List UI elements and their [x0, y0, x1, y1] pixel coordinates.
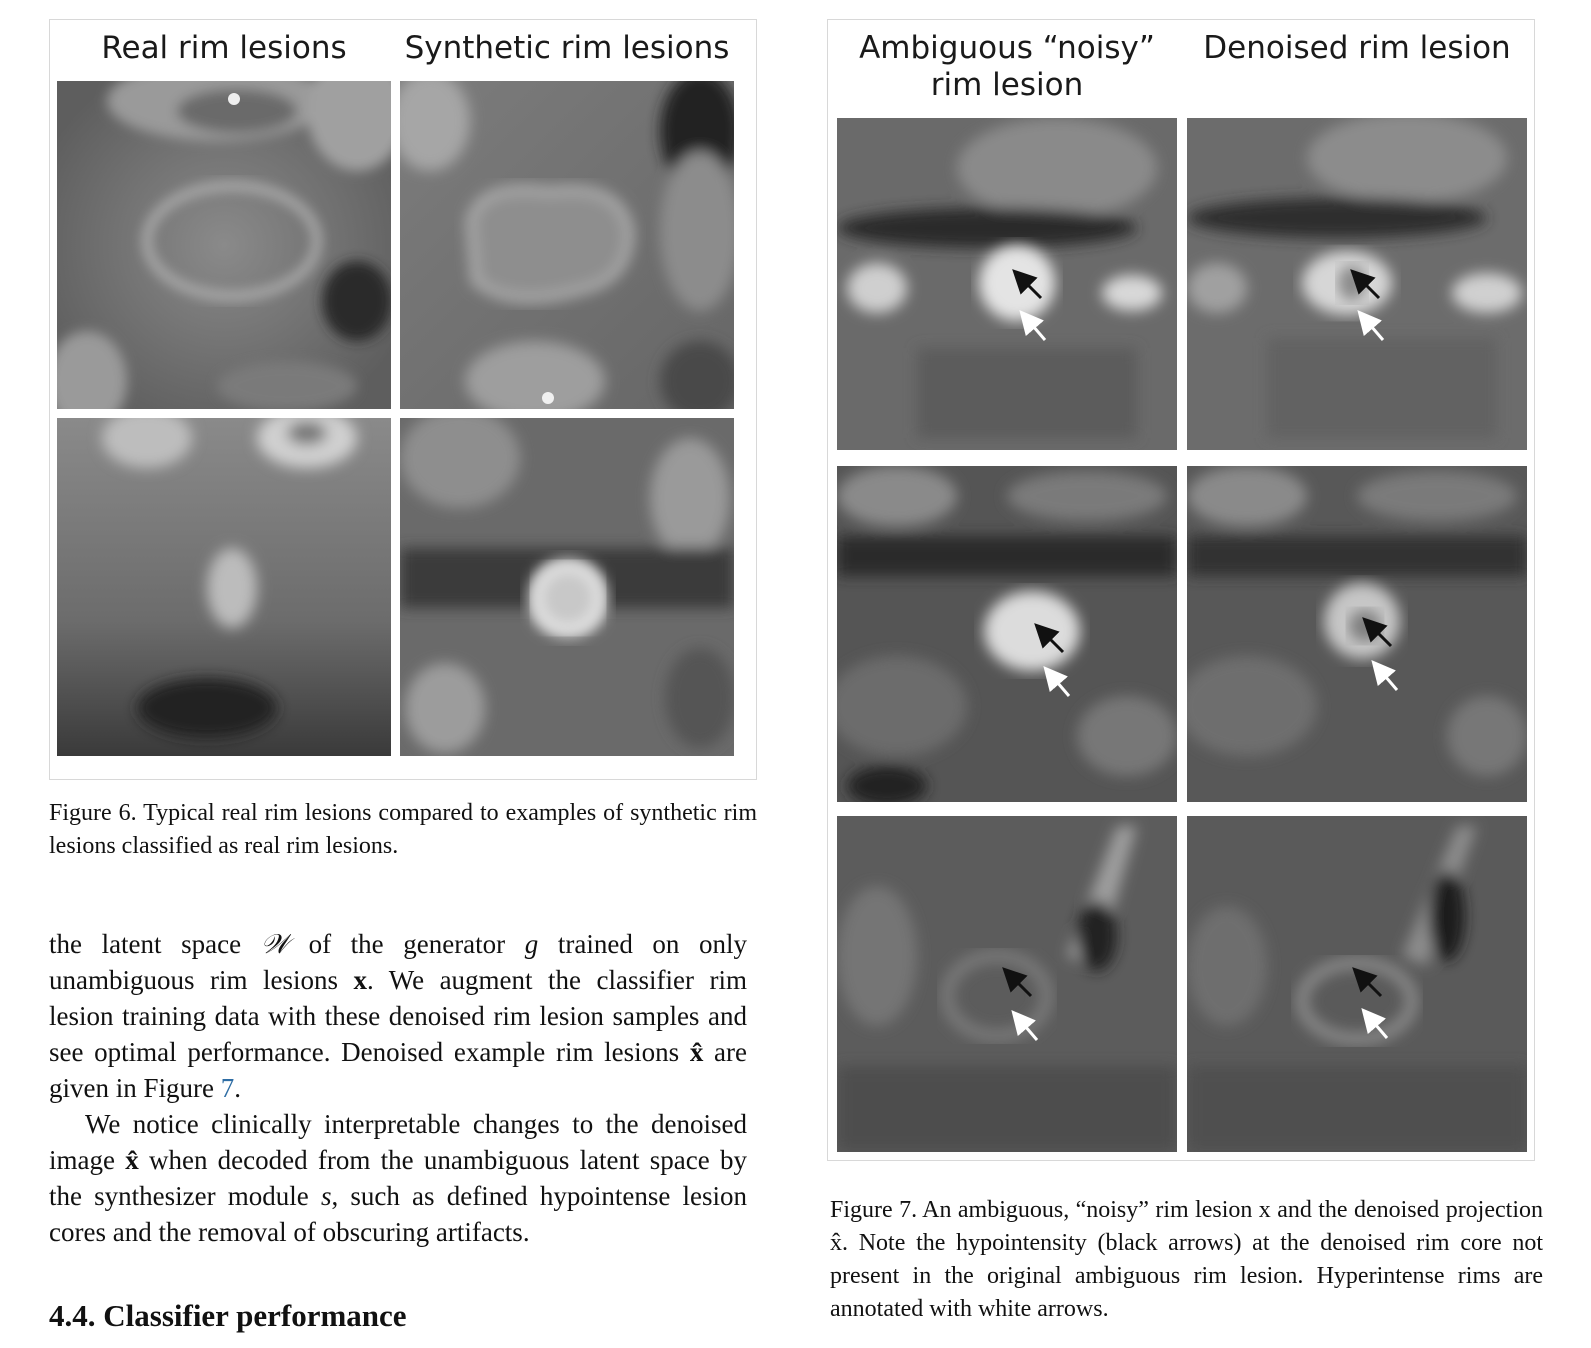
section-heading: 4.4. Classifier performance [49, 1298, 407, 1333]
fig6-header-synthetic: Synthetic rim lesions [404, 30, 730, 66]
symbol-generator-g: g [524, 929, 539, 959]
fig7-header-ambiguous: Ambiguous “noisy” rim lesion [859, 30, 1155, 104]
p2-text-3: , such as defined hypointense lesion cores and the removal of obscuring artifacts. [49, 1181, 747, 1247]
symbol-latent-space-W: 𝒲 [260, 929, 289, 959]
p1-text-4: . We augment the classifier rim lesion training data with these denoised rim lesion samples and see optimal performance. Denoised example rim lesions [49, 965, 747, 1067]
symbol-x-hat: x̂ [689, 1037, 704, 1067]
fig7-header-denoised: Denoised rim lesion [1203, 30, 1511, 66]
fig6-synthetic-lesion-image-2 [400, 418, 734, 756]
symbol-x: x [353, 965, 367, 995]
fig6-synthetic-lesion-image-1 [400, 81, 734, 409]
fig7-denoised-lesion-image-3 [1187, 816, 1527, 1152]
symbol-x-hat-2: x̂ [125, 1145, 139, 1175]
p1-text-3: trained on only unambiguous rim lesions [49, 929, 747, 995]
p1-text-1: the latent space [49, 929, 261, 959]
symbol-synthesizer-s: s [320, 1181, 332, 1211]
p1-text-6: . [234, 1073, 241, 1103]
figure-7-reference-link[interactable]: 7 [220, 1073, 235, 1103]
p2-text-1: We notice clinically interpretable changes to the denoised image [49, 1109, 747, 1175]
body-paragraphs [49, 926, 747, 1250]
fig6-header-real: Real rim lesions [101, 30, 347, 66]
fig7-denoised-lesion-image-1 [1187, 118, 1527, 450]
p2-text-2: when decoded from the unambiguous latent space by the synthesizer module [49, 1145, 747, 1211]
figure-7-caption: Figure 7. An ambiguous, “noisy” rim lesion x and the denoised projection x̂. Note the hypointensity (black arrows) at the denoised rim core not present in the original ambiguous rim lesion. Hyperintense rims are annotated with white arrows. [830, 1197, 1543, 1322]
fig7-ambiguous-lesion-image-1 [837, 118, 1177, 450]
fig6-real-lesion-image-2 [57, 418, 391, 756]
fig7-ambiguous-lesion-image-3 [837, 816, 1177, 1152]
p1-text-5: are given in Figure [49, 1037, 747, 1103]
paragraph-2 [49, 1106, 747, 1250]
paragraph-1 [49, 926, 747, 1106]
fig7-ambiguous-lesion-image-2 [837, 466, 1177, 802]
p1-text-2: of the generator [288, 929, 525, 959]
figure-6-caption: Figure 6. Typical real rim lesions compared to examples of synthetic rim lesions classified as real rim lesions. [49, 800, 757, 859]
fig7-denoised-lesion-image-2 [1187, 466, 1527, 802]
fig6-real-lesion-image-1 [57, 81, 391, 409]
